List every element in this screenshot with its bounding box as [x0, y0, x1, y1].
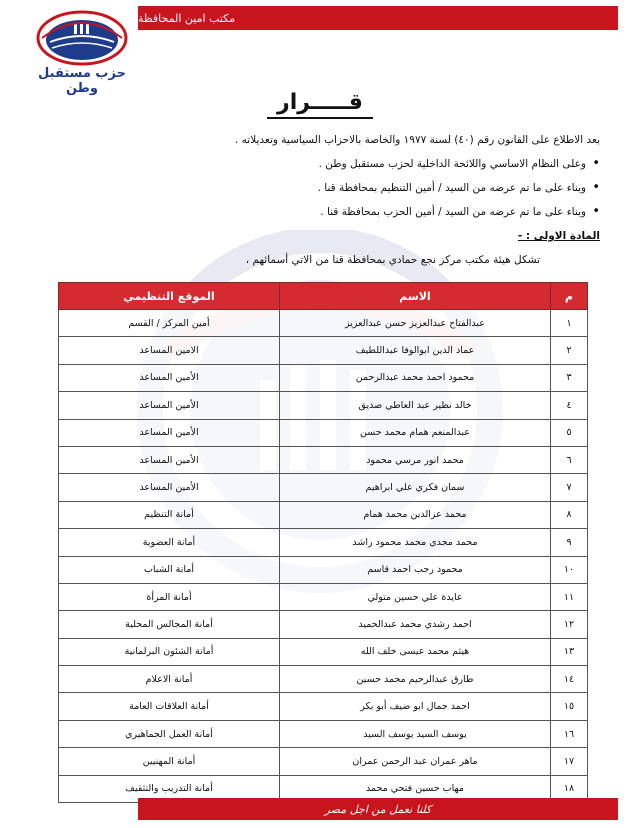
row-name: محمود احمد محمد عبدالرحمن — [280, 364, 551, 391]
row-name: احمد رشدي محمد عبدالحميد — [280, 611, 551, 638]
row-name: عبدالفتاح عبدالعزيز حسن عبدالعزيز — [280, 310, 551, 337]
row-name: احمد جمال ابو ضيف أبو بكر — [280, 693, 551, 720]
decree-preamble — [60, 128, 600, 272]
footer-slogan: كلنا نعمل من اجل مصر — [324, 802, 432, 816]
table-row — [59, 419, 588, 446]
article-text: تشكل هيئة مكتب مركز نجع حمادي بمحافظة قنا من الاتي أسمائهم ، — [245, 254, 540, 266]
preamble-bullet: • وبناء على ما تم عرضه من السيد / أمين الحزب بمحافظة قنا . — [60, 200, 600, 224]
table-row — [59, 583, 588, 610]
row-name: محمد مجدي محمد محمود راشد — [280, 529, 551, 556]
preamble-intro: بعد الاطلاع على القانون رقم (٤٠) لسنة ١٩٧٧ والخاصة بالاحزاب السياسية وتعديلاته . — [234, 134, 600, 146]
table-row — [59, 638, 588, 665]
table-row — [59, 693, 588, 720]
preamble-bullet: • وعلى النظام الاساسي واللائحة الداخلية لحزب مستقبل وطن . — [60, 152, 600, 176]
row-position: أمانة التنظيم — [59, 501, 280, 528]
row-name: محمد انور مرسي محمود — [280, 446, 551, 473]
row-num: ٧ — [551, 474, 588, 501]
row-position: الأمين المساعد — [59, 392, 280, 419]
row-name: يوسف السيد يوسف السيد — [280, 720, 551, 747]
table-row — [59, 720, 588, 747]
row-num: ١٦ — [551, 720, 588, 747]
table-row — [59, 529, 588, 556]
table-row — [59, 392, 588, 419]
row-position: أمانة العضوية — [59, 529, 280, 556]
row-position: أمانة العمل الجماهيري — [59, 720, 280, 747]
row-position: أمانة المجالس المحلية — [59, 611, 280, 638]
header-bar — [138, 6, 618, 30]
row-position: أمانة التدريب والتثقيف — [59, 775, 280, 802]
row-position: أمانة الشباب — [59, 556, 280, 583]
table-row — [59, 611, 588, 638]
row-num: ٣ — [551, 364, 588, 391]
logo-emblem-icon — [22, 8, 142, 68]
row-num: ٦ — [551, 446, 588, 473]
row-num: ١٥ — [551, 693, 588, 720]
row-num: ٥ — [551, 419, 588, 446]
table-row — [59, 748, 588, 775]
row-num: ٩ — [551, 529, 588, 556]
row-name: هيثم محمد عيسى خلف الله — [280, 638, 551, 665]
row-name: ماهر عمران عبد الرحمن عمران — [280, 748, 551, 775]
members-table — [58, 282, 588, 803]
table-header-row — [59, 283, 588, 310]
row-num: ١٣ — [551, 638, 588, 665]
row-position: أمانة المهنيين — [59, 748, 280, 775]
row-num: ١٧ — [551, 748, 588, 775]
preamble-bullet: • وبناء على ما تم عرضه من السيد / أمين التنظيم بمحافظة قنا . — [60, 176, 600, 200]
office-title: مكتب امين المحافظة — [138, 11, 236, 25]
row-name: محمد عزالدين محمد همام — [280, 501, 551, 528]
row-num: ١٤ — [551, 666, 588, 693]
table-row — [59, 364, 588, 391]
party-logo — [22, 8, 142, 96]
row-name: عبدالمنعم همام محمد حسن — [280, 419, 551, 446]
row-position: أمانة المرأة — [59, 583, 280, 610]
row-name: مهاب حسين فتحي محمد — [280, 775, 551, 802]
row-num: ١٨ — [551, 775, 588, 802]
row-num: ١٠ — [551, 556, 588, 583]
article-heading: المادة الاولى : - — [517, 230, 600, 242]
row-position: أمانة العلاقات العامة — [59, 693, 280, 720]
row-position: الأمين المساعد — [59, 446, 280, 473]
header-num: م — [551, 283, 588, 310]
row-num: ٨ — [551, 501, 588, 528]
logo-party-name: حزب مستقبل وطن — [38, 66, 126, 96]
row-name: سمان فكري علي ابراهيم — [280, 474, 551, 501]
footer-bar — [138, 798, 618, 820]
table-row — [59, 337, 588, 364]
table-row — [59, 556, 588, 583]
row-name: محمود رجب احمد قاسم — [280, 556, 551, 583]
document-title: قـــــرار — [267, 90, 373, 119]
row-name: عماد الدين ابوالوفا عبداللطيف — [280, 337, 551, 364]
row-position: الأمين المساعد — [59, 364, 280, 391]
row-position: الأمين المساعد — [59, 474, 280, 501]
row-num: ١٢ — [551, 611, 588, 638]
row-name: طارق عبدالرحيم محمد حسين — [280, 666, 551, 693]
row-name: عايدة علي حسين متولي — [280, 583, 551, 610]
row-position: أمانة الاعلام — [59, 666, 280, 693]
table-row — [59, 474, 588, 501]
row-num: ١١ — [551, 583, 588, 610]
header-position: الموقع التنظيمي — [59, 283, 280, 310]
row-num: ٤ — [551, 392, 588, 419]
row-position: الامين المساعد — [59, 337, 280, 364]
row-position: الأمين المساعد — [59, 419, 280, 446]
row-position: أمين المركز / القسم — [59, 310, 280, 337]
row-position: أمانة الشئون البرلمانية — [59, 638, 280, 665]
row-num: ٢ — [551, 337, 588, 364]
header-name: الاسم — [280, 283, 551, 310]
table-row — [59, 501, 588, 528]
table-row — [59, 310, 588, 337]
table-row — [59, 666, 588, 693]
preamble-bullets — [60, 152, 600, 224]
table-row — [59, 446, 588, 473]
row-num: ١ — [551, 310, 588, 337]
row-name: خالد نظير عبد العاطي صديق — [280, 392, 551, 419]
